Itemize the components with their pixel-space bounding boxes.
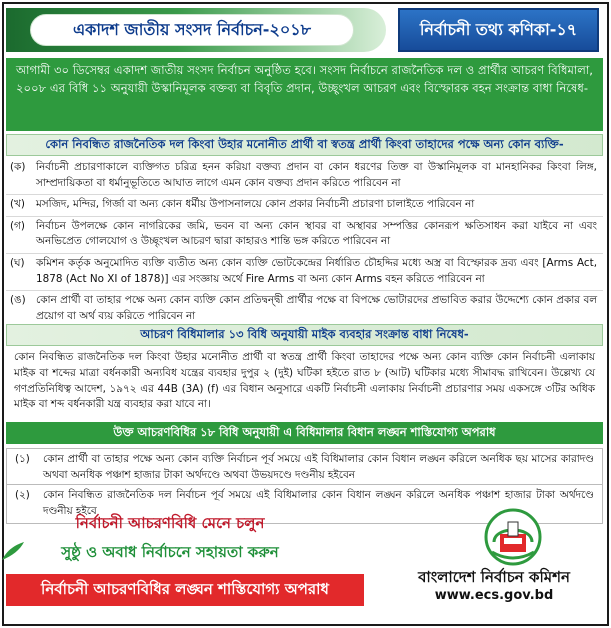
item-text: কমিশন কর্তৃক অনুমোদিত ব্যক্তি ব্যতীত অন্য কোন ব্যক্তি ভোটকেন্দ্রের নির্ধারিত চৌহদ্দির মধ্যে অস্ত্র বা বিস্ফোরক দ্রব্য এবং [Arms Act, 1878 (Act No XI of 1878)] এর সংজ্ঞায় অর্থে Fire Arms বা অন্য কোন Arms বহন করিতে পারিবেন না [36,257,597,285]
item-text: নির্বাচন উপলক্ষে কোন নাগরিকের জমি, ভবন বা অন্য কোন স্থাবর বা অস্থাবর সম্পত্তির কোনরূপ ক্ষতিসাধন করা যাইবে না এবং অনভিপ্রেত গোলযোগ ও উচ্ছৃংখল আচরণ দ্বারা কাহারও শান্তি ভঙ্গ করিতে পারিবেন না [36,219,597,248]
section2-heading: আচরণ বিধিমালার ১৩ বিধি অনুযায়ী মাইক ব্যবহার সংক্রান্ত বাধা নিষেধ- [6,324,603,346]
section1-heading: কোন নিবন্ধিত রাজনৈতিক দল কিংবা উহার মনোনীত প্রার্থী বা স্বতন্ত্র প্রার্থী কিংবা তাহাদের পক্ষে অন্য কোন ব্যক্তি- [6,134,603,156]
item-number: (১) [15,453,30,465]
title-banner [6,8,386,52]
section1-list [6,158,603,327]
list-item [6,291,603,327]
page-title: একাদশ জাতীয় সংসদ নির্বাচন-২০১৮ [30,14,354,46]
slogan-line1: নির্বাচনী আচরণবিধি মেনে চলুন [75,514,265,532]
section3-heading: উক্ত আচরণবিধির ১৮ বিধি অনুযায়ী এ বিধিমালার বিধান লঙ্ঘন শাস্তিযোগ্য অপরাধ [6,422,603,444]
item-number: (গ) [10,219,25,232]
item-number: (ঘ) [10,257,25,270]
item-text: মসজিদ, মন্দির, গির্জা বা অন্য কোন ধর্মীয় উপাসনালয়ে কোন প্রকার নির্বাচনী প্রচারণা চালাইতে পারিবেন না [36,198,475,211]
intro-paragraph: আগামী ৩০ ডিসেম্বর একাদশ জাতীয় সংসদ নির্বাচন অনুষ্ঠিত হবে। সংসদ নির্বাচনে রাজনৈতিক দল ও প্রার্থীর আচরণ বিধিমালা, ২০০৮ এর বিধি ১১ অনুযায়ী উস্কানিমূলক বক্তব্য বা বিবৃতি প্রদান, উচ্ছৃংখল আচরণ এবং বিস্ফোরক বহন সংক্রান্ত বাধা নিষেধ- [6,58,603,131]
item-number: (খ) [10,198,25,211]
item-number: (ঙ) [10,294,26,307]
item-number: (২) [15,489,30,501]
item-number: (ক) [10,161,26,173]
list-item [6,217,603,254]
commission-name: বাংলাদেশ নির্বাচন কমিশন [418,568,570,586]
item-text: কোন প্রার্থী বা তাহার পক্ষে অন্য কোন ব্যক্তি নির্বাচন পূর্ব সময়ে এই বিধিমালার কোন বিধান লঙ্ঘন করিলে অনধিক ছয় মাসের কারাদণ্ড অথবা অনধিক পঞ্চাশ হাজার টাকা অর্থদণ্ডে অথবা উভয়দণ্ডে দণ্ডনীয় হইবেন [43,453,594,481]
item-text: নির্বাচনী প্রচারণাকালে ব্যক্তিগত চরিত্র হনন করিয়া বক্তব্য প্রদান বা কোন ধরণের তিক্ত বা উস্কানিমূলক বা মানহানিকর কিংবা লিঙ্গ, সাম্প্রদায়িকতা বা ধর্মানুভূতিতে আঘাত লাগে এমন কোন বক্তব্য প্রদান করিতে পারিবেন না [36,161,597,189]
slogan-line2: সুষ্ঠু ও অবাধ নির্বাচনে সহায়তা করুন [61,543,279,561]
warning-banner: নির্বাচনী আচরণবিধির লঙ্ঘন শাস্তিযোগ্য অপরাধ [6,574,364,606]
penalty-item [6,448,603,488]
list-item [6,158,603,195]
list-item [6,254,603,291]
section2-paragraph: কোন নিবন্ধিত রাজনৈতিক দল কিংবা উহার মনোনীত প্রার্থী বা স্বতন্ত্র প্রার্থী কিংবা তাহাদের পক্ষে অন্য কোন ব্যক্তি কোন নির্বাচনী এলাকায় মাইক বা শব্দের মাত্রা বর্ধনকারী অন্যবিধ যন্ত্রের ব্যবহার দুপুর ২ (দুই) ঘটিকা হইতে রাত ৮ (আট) ঘটিকার মধ্যে সীমাবদ্ধ রাখিবেন। উল্লেখ্য যে গণপ্রতিনিধিত্ব আদেশ, ১৯৭২ এর 44B (3A) (f) এর বিধান অনুসারে একটি নির্বাচনী এলাকায় নির্বাচনী প্রচারণার সময় একসঙ্গে ৩টির অধিক মাইক বা শব্দ বর্ধনকারী যন্ত্র ব্যবহার করা যাবে না। [14,351,595,411]
ballot-box-emblem-icon [484,508,542,566]
item-text: কোন নিবন্ধিত রাজনৈতিক দল নির্বাচন পূর্ব সময়ে এই বিধিমালার কোন বিধান লঙ্ঘন করিলে অনধিক পঞ্চাশ হাজার টাকা অর্থদণ্ডে দণ্ডনীয় হইবে [43,489,594,517]
website-link[interactable]: www.ecs.gov.bd [434,588,554,603]
info-sheet-badge: নির্বাচনী তথ্য কণিকা-১৭ [398,8,599,52]
leaf-ornament-icon [0,540,26,562]
item-text: কোন প্রার্থী বা তাহার পক্ষে অন্য কোন ব্যক্তি কোন প্রতিদ্বন্দ্বী প্রার্থীর পক্ষে বা বিপক্ষে ভোটারদের প্রভাবিত করার উদ্দেশ্যে কোন প্রকার বল প্রয়োগ বা অর্থ ব্যয় করিতে পারিবেন না [36,294,597,322]
list-item [6,195,603,217]
